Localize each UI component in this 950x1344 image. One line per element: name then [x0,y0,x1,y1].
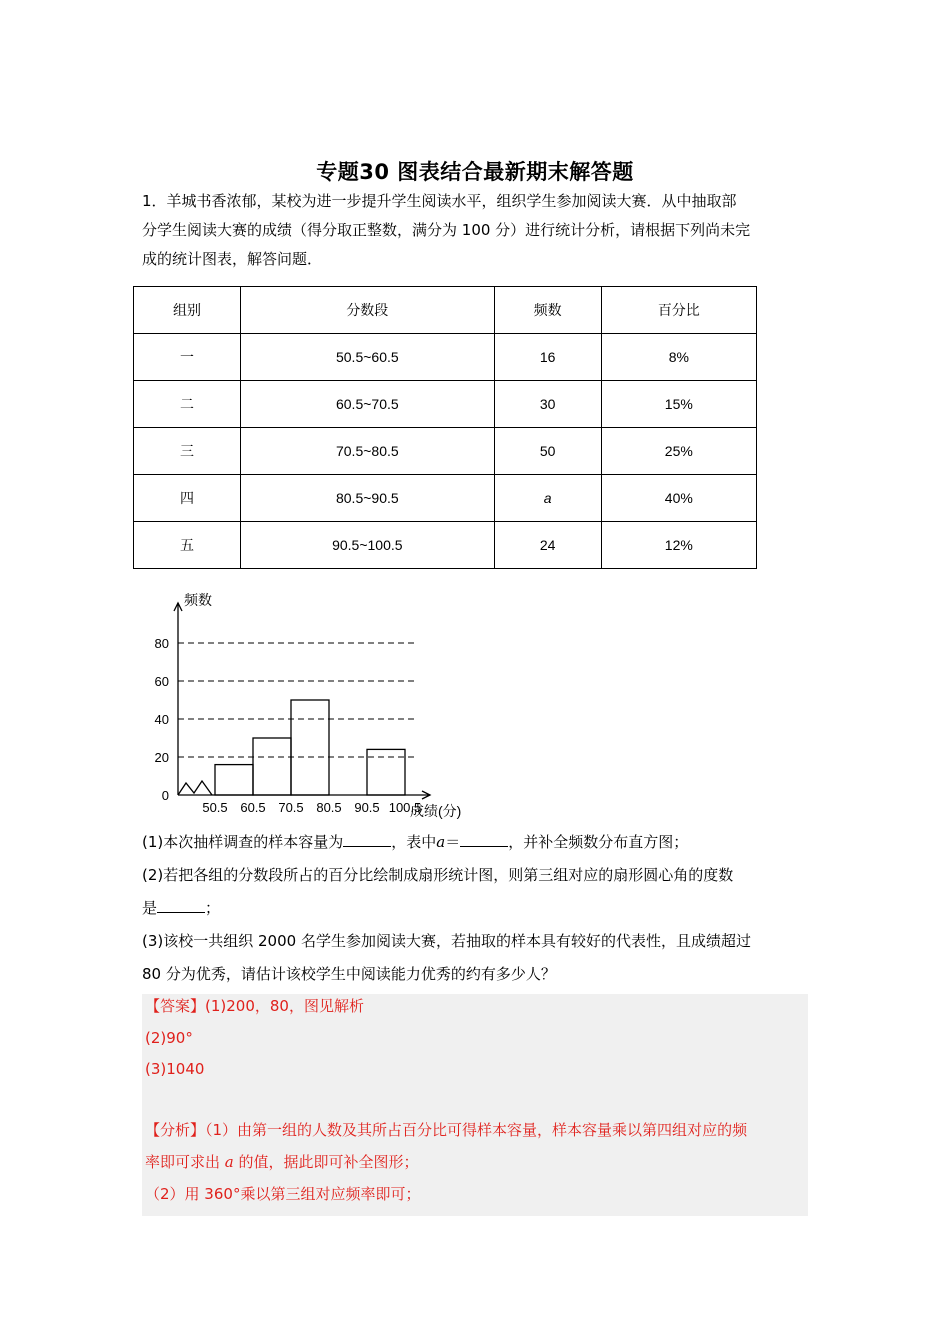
intro-line-3: 成的统计图表，解答问题． [142,250,323,268]
table-cell: 40% [601,475,756,522]
y-axis-label: 频数 [184,592,212,608]
x-tick-label: 90.5 [354,800,380,815]
question-intro [142,187,808,274]
x-axis-label: 成绩(分) [410,803,462,819]
answer-line-1 [145,990,364,1022]
x-tick-label: 50.5 [202,800,228,815]
intro-line-2: 分学生阅读大赛的成绩（得分取正整数，满分为 100 分）进行统计分析，请根据下列尚未完 [142,221,751,239]
histogram-bar [253,738,291,795]
page-title: 专题30 图表结合最新期末解答题 [316,160,634,184]
table-header-row [134,287,757,334]
table-row [134,475,757,522]
table-cell: 二 [134,381,241,428]
intro-line-1: 羊城书香浓郁，某校为进一步提升学生阅读水平，组织学生参加阅读大赛．从中抽取部 [166,192,737,210]
q1-var-a: a [436,833,446,851]
table-header: 组别 [134,287,241,334]
table-cell: 四 [134,475,241,522]
table-cell: 60.5~70.5 [241,381,495,428]
table-cell: 25% [601,428,756,475]
table-cell: 三 [134,428,241,475]
q1-text-a: (1)本次抽样调查的样本容量为 [142,833,344,851]
q2-line-1: (2)若把各组的分数段所占的百分比绘制成扇形统计图，则第三组对应的扇形圆心角的度数 [142,866,734,884]
table-cell: 12% [601,522,756,569]
q2-line-2: 是 [142,899,158,917]
y-tick-label: 60 [154,674,169,689]
analysis-block [145,1114,807,1210]
q1-text-d: ，并补全频数分布直方图； [508,833,689,851]
table-cell: a [494,475,601,522]
q1-blank-2 [460,830,508,847]
y-tick-label: 40 [154,712,169,727]
y-tick-label: 80 [154,636,169,651]
analysis-line-3: （2）用 360°乘以第三组对应频率即可； [145,1185,421,1203]
table-cell: 五 [134,522,241,569]
axis-break [178,781,212,795]
table-row [134,428,757,475]
subquestion-1 [142,826,812,859]
histogram-bar [215,765,253,795]
table-row [134,522,757,569]
question-number: 1． [142,192,167,210]
subquestion-3 [142,925,812,991]
x-tick-label: 80.5 [316,800,342,815]
table-cell: 30 [494,381,601,428]
histogram-bar [367,749,405,795]
table-cell: 50 [494,428,601,475]
table-row [134,381,757,428]
table-header: 频数 [494,287,601,334]
frequency-table [133,286,757,569]
q3-line-1: (3)该校一共组织 2000 名学生参加阅读大赛，若抽取的样本具有较好的代表性，且成绩超过 [142,932,751,950]
analysis-var-a: a [224,1153,234,1171]
analysis-line-2b: 的值，据此即可补全图形； [233,1153,419,1171]
y-tick-label: 20 [154,750,169,765]
analysis-line-1: （1）由第一组的人数及其所占百分比可得样本容量，样本容量乘以第四组对应的频 [205,1121,748,1139]
q1-blank-1 [343,830,391,847]
answer-1: (1)200，80，图见解析 [205,997,364,1015]
subquestion-2 [142,859,812,925]
q3-line-2: 80 分为优秀，请估计该校学生中阅读能力优秀的约有多少人？ [142,965,556,983]
answer-2: (2)90° [145,1029,193,1047]
q2-end: ； [205,899,221,917]
answer-3: (3)1040 [145,1060,205,1078]
histogram-bar [291,700,329,795]
table-cell: 80.5~90.5 [241,475,495,522]
table-cell: 24 [494,522,601,569]
q2-blank [157,896,205,913]
q1-text-b: ，表中 [391,833,437,851]
table-cell: 16 [494,334,601,381]
table-header: 分数段 [241,287,495,334]
table-cell: 70.5~80.5 [241,428,495,475]
table-cell: 一 [134,334,241,381]
y-tick-label: 0 [161,788,169,803]
table-cell: 15% [601,381,756,428]
table-row [134,334,757,381]
x-tick-label: 70.5 [278,800,304,815]
table-cell: 8% [601,334,756,381]
table-header: 百分比 [601,287,756,334]
q1-text-c: ＝ [445,833,461,851]
analysis-line-2a: 率即可求出 [145,1153,225,1171]
frequency-histogram [140,585,510,825]
analysis-label: 【分析】 [145,1121,206,1139]
table-cell: 50.5~60.5 [241,334,495,381]
x-tick-label: 100.5 [388,800,422,815]
x-tick-label: 60.5 [240,800,266,815]
answer-label: 【答案】 [145,997,206,1015]
table-cell: 90.5~100.5 [241,522,495,569]
